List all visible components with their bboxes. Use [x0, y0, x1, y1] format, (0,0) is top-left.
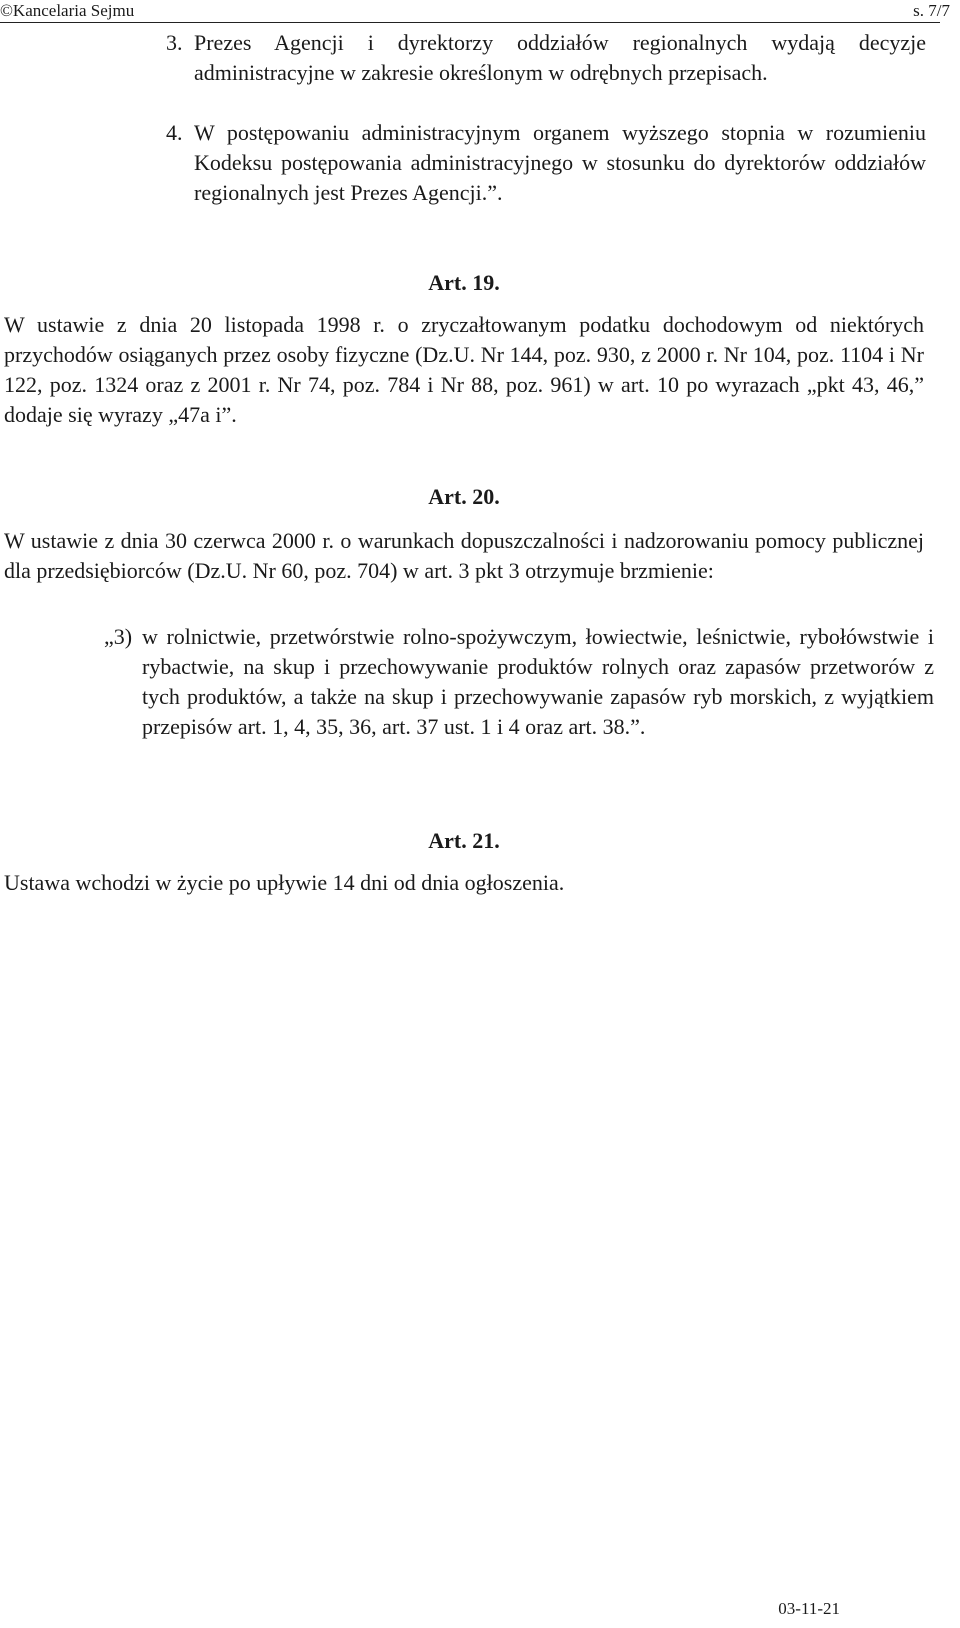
art-20-text: W ustawie z dnia 30 czerwca 2000 r. o warunkach dopuszczalności i nadzorowaniu pomocy publicznej dla przedsiębiorców (Dz.U. Nr 60, poz. 704) w art. 3 pkt 3 otrzymuje brzmienie:	[4, 528, 924, 583]
list-item-4	[166, 118, 926, 208]
header-rule	[0, 22, 940, 23]
header-source: ©Kancelaria Sejmu	[0, 1, 135, 20]
quoted-point-number: „3)	[104, 624, 133, 649]
quoted-point-text: w rolnictwie, przetwórstwie rolno-spożywczym, łowiectwie, leśnictwie, rybołówstwie i rybactwie, na skup i przechowywanie produktów rolnych oraz zapasów przetworów z tych produktów, a także na skup i przechowywanie zapasów ryb morskich, z wyjątkiem przepisów art. 1, 4, 35, 36, art. 37 ust. 1 i 4 oraz art. 38.”.	[142, 624, 934, 739]
header-page-number: s. 7/7	[913, 1, 950, 20]
list-item-3	[166, 28, 926, 88]
art-19-text: W ustawie z dnia 20 listopada 1998 r. o zryczałtowanym podatku dochodowym od niektórych przychodów osiąganych przez osoby fizyczne (Dz.U. Nr 144, poz. 930, z 2000 r. Nr 104, poz. 1104 i Nr 122, poz. 1324 oraz z 2001 r. Nr 74, poz. 784 i Nr 88, poz. 961) w art. 10 po wyrazach „pkt 43, 46,” dodaje się wyrazy „47a i”.	[4, 312, 924, 427]
art-19-heading: Art. 19.	[428, 270, 500, 295]
list-item-text: W postępowaniu administracyjnym organem wyższego stopnia w rozumieniu Kodeksu postępowania administracyjnego w stosunku do dyrektorów oddziałów regionalnych jest Prezes Agencji.”.	[194, 120, 926, 205]
footer-date: 03-11-21	[778, 1599, 840, 1618]
art-20-quoted-provision	[104, 622, 934, 742]
list-item-text: Prezes Agencji i dyrektorzy oddziałów regionalnych wydają decyzje administracyjne w zakresie określonym w odrębnych przepisach.	[194, 30, 926, 85]
art-21-heading: Art. 21.	[428, 828, 500, 853]
list-item-number: 4.	[166, 120, 183, 145]
list-item-number: 3.	[166, 30, 183, 55]
art-21-text: Ustawa wchodzi w życie po upływie 14 dni od dnia ogłoszenia.	[4, 870, 565, 895]
art-20-heading: Art. 20.	[428, 484, 500, 509]
